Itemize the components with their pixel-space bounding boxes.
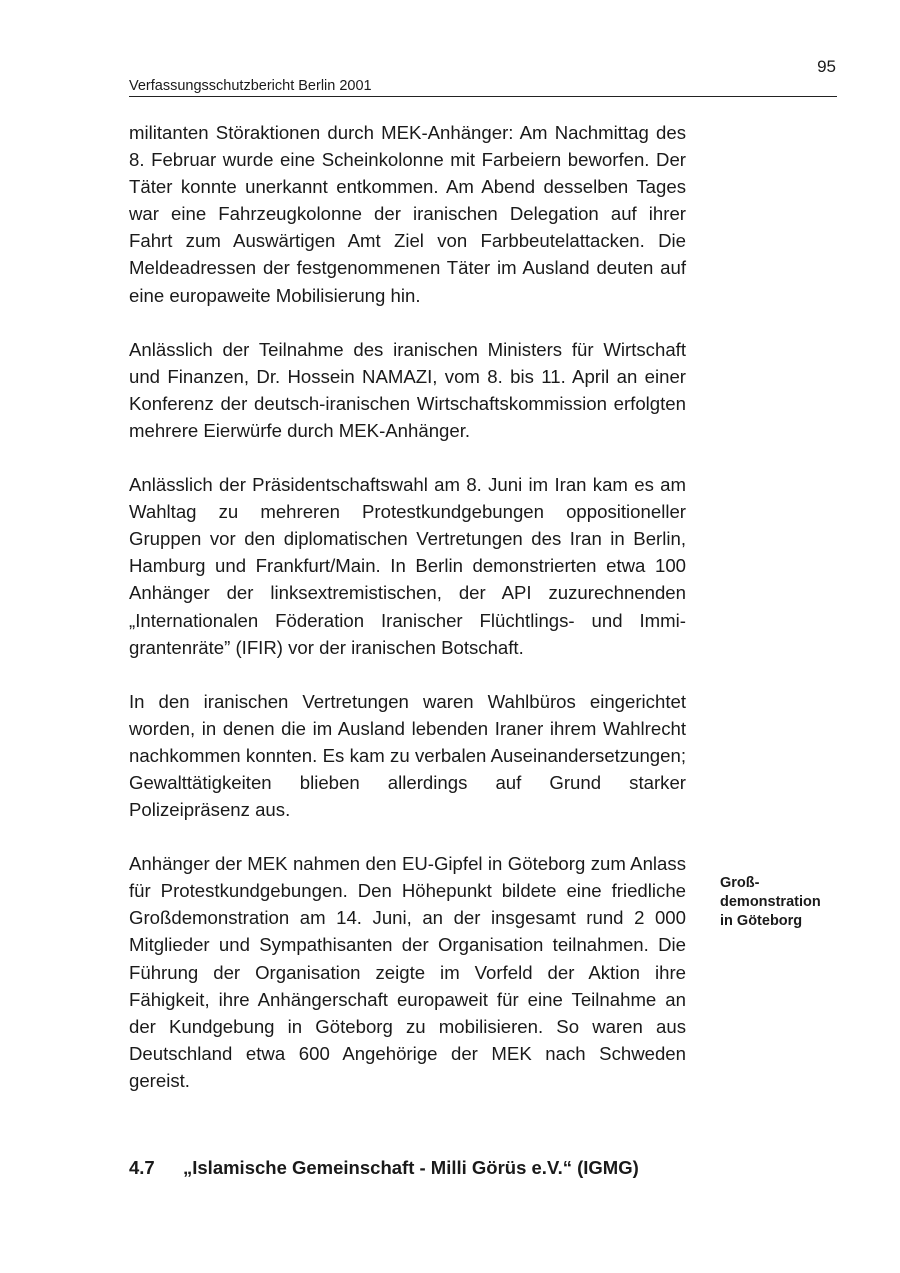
margin-note-line-1: Groß- [720, 875, 760, 891]
margin-note-line-2: demonstration [720, 894, 821, 910]
margin-note-line-3: in Göteborg [720, 913, 803, 929]
body-text [129, 119, 686, 1121]
paragraph-5: Anhänger der MEK nahmen den EU-Gipfel in Göteborg zum Anlass für Protestkundgebungen. Den Höhepunkt bildete eine friedliche Großdemonstration am 14. Juni, an der insgesamt rund 2 000 Mitglieder und Sympathisanten der Organisation teilnahmen. Die Führung der Organisation zeigte im Vorfeld der Aktion ihre Fähigkeit, ihre Anhängerschaft europaweit für eine Teilnahme an der Kundgebung in Göteborg zu mobilisieren. So waren aus Deutschland etwa 600 Angehörige der MEK nach Schweden gereist. [129, 853, 686, 1091]
section-title: „Islamische Gemeinschaft - Milli Görüs e.V.“ (IGMG) [183, 1157, 639, 1178]
section-heading [129, 1155, 829, 1181]
page-number: 95 [817, 57, 836, 76]
paragraph-4: In den iranischen Vertretungen waren Wahlbüros eingerichtet worden, in denen die im Ausland lebenden Iraner ihrem Wahlrecht nachkommen konnten. Es kam zu verbalen Auseinandersetzungen; Gewalttätigkeiten blieben allerdings auf Grund starker Polizeipräsenz aus. [129, 690, 686, 821]
paragraph-1: militanten Störaktionen durch MEK-Anhänger: Am Nachmittag des 8. Februar wurde eine Scheinkolonne mit Farbeiern beworfen. Der Täter konnte unerkannt entkommen. Am Abend desselben Tages war eine Fahrzeugkolonne der iranischen Delegation auf ihrer Fahrt zum Auswärtigen Amt Ziel von Farbbeutelattacken. Die Meldeadressen der festgenommenen Täter im Ausland deuten auf eine europaweite Mobilisierung hin. [129, 122, 686, 306]
margin-note [720, 874, 870, 931]
section-number: 4.7 [129, 1157, 155, 1178]
paragraph-2: Anlässlich der Teilnahme des iranischen Ministers für Wirtschaft und Finanzen, Dr. Hossein NAMAZI, vom 8. bis 11. April an einer Konferenz der deutsch-iranischen Wirtschaftskommission erfolgten mehrere Eierwürfe durch MEK-Anhänger. [129, 338, 686, 441]
paragraph-3: Anlässlich der Präsidentschaftswahl am 8. Juni im Iran kam es am Wahltag zu mehreren Protestkundgebungen oppositioneller Gruppen vor den diplomatischen Vertretungen des Iran in Berlin, Hamburg und Frankfurt/Main. In Berlin demonstrierten etwa 100 Anhänger der linksextremistischen, der API zuzurechnenden „Internationalen Föderation Iranischer Flüchtlings- und Immigrantenräte” (IFIR) vor der iranischen Botschaft. [129, 474, 686, 658]
running-header: Verfassungsschutzbericht Berlin 2001 [129, 76, 837, 97]
